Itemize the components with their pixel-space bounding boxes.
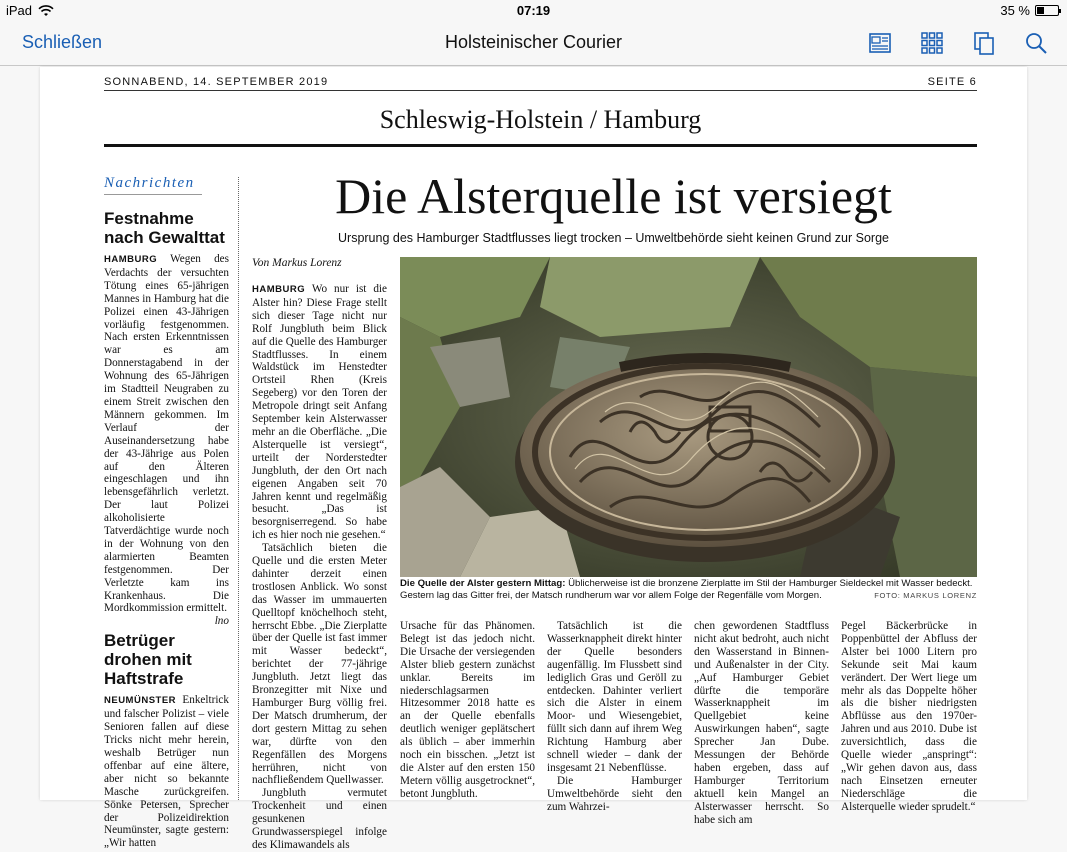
article-column-5 bbox=[841, 620, 977, 814]
issue-date: SONNABEND, 14. SEPTEMBER 2019 bbox=[104, 76, 329, 88]
news-body: Enkeltrick und falscher Polizist – viele Senioren fallen auf diese Tricks nicht mehr herein, weshalb Betrüger nun offenbar auf eine ältere, aber nicht so bekannte Masche zurückgreifen. Sönke Petersen, Sprecher der Polizeidirektion Neumünster, sagte gestern: „Wir hatten bbox=[104, 694, 229, 850]
article-photo bbox=[400, 257, 977, 577]
article-column-3 bbox=[547, 620, 682, 814]
page-number: SEITE 6 bbox=[927, 76, 977, 88]
alster-source-photo bbox=[400, 257, 977, 577]
grid-icon[interactable] bbox=[919, 30, 945, 56]
paragraph: Tatsächlich ist die Wasserknappheit direkt hinter der Quelle besonders augenfällig. Im Flussbett sind lediglich Gras und Geröll zu entdecken. Dahinter verliert sich die Alster in einem Moor- und Wiesengebiet, füllt sich dann auf ihrem Weg Richtung Hamburg aber schnell wieder – dank der insgesamt 21 Nebenflüsse. bbox=[547, 620, 682, 774]
paragraph: chen gewordenen Stadtfluss nicht akut bedroht, auch nicht den Wasserstand in Binnen- und Außenalster in der City. „Auf Hamburger Gebiet dürfte die temporäre Wasserknappheit im Quellgebiet keine Auswirkungen haben“, sagte Sprecher Jan Dube. Messungen der Behörde haben ergeben, dass auf Hamburger Territorium aktuell kein Mangel an Alsterwasser herrscht. So habe sich am bbox=[694, 620, 829, 826]
photo-credit: FOTO: MARKUS LORENZ bbox=[874, 591, 977, 600]
caption-lead: Die Quelle der Alster gestern Mittag: bbox=[400, 578, 566, 589]
status-bar bbox=[0, 0, 1067, 22]
column-divider bbox=[238, 177, 239, 800]
copy-icon[interactable] bbox=[971, 30, 997, 56]
article-column-1 bbox=[252, 283, 387, 852]
caption-text: Üblicherweise ist die bronzene Zierplatte im Stil der Hamburger Sieldeckel mit Wasser bedeckt. Gestern lag das Gitter frei, der Matsch rundherum war vor allem Folge der Regenfälle vom Morgen. bbox=[400, 578, 973, 601]
sidebar-heading: Nachrichten bbox=[104, 175, 202, 195]
section-title: Schleswig-Holstein / Hamburg bbox=[379, 105, 702, 134]
close-button[interactable]: Schließen bbox=[22, 32, 103, 52]
nav-title: Holsteinischer Courier bbox=[444, 32, 623, 52]
article-column-2 bbox=[400, 620, 535, 801]
battery-percent: 35 % bbox=[1000, 3, 1030, 18]
clock: 07:19 bbox=[516, 3, 551, 18]
news-headline[interactable]: Festnahme nach Gewalttat bbox=[104, 209, 225, 247]
battery-fill bbox=[1037, 7, 1044, 14]
article-headline: Die Alsterquelle ist versiegt bbox=[335, 168, 892, 224]
paragraph: Pegel Bäckerbrücke in Poppenbüttel der Abfluss der Alster bei 1000 Litern pro Sekunde seit Mai kaum verändert. Der Wert liege um mehr als das Doppelte höher als die bisher niedrigsten Abflüsse aus den 1970er-Jahren und aus 2010. Dube ist zuversichtlich, dass die Quelle wieder „anspringt“: „Wir gehen davon aus, dass nach Einsetzen erneuter Niederschläge die Alsterquelle wieder sprudelt.“ bbox=[841, 620, 977, 813]
section-rule bbox=[104, 144, 977, 147]
paragraph bbox=[252, 283, 387, 542]
page-header bbox=[104, 76, 977, 91]
news-headline[interactable]: Betrüger drohen mit Haftstrafe bbox=[104, 631, 192, 689]
paragraph: Die Hamburger Umweltbehörde sieht den zum Wahrzei- bbox=[547, 774, 682, 813]
news-text bbox=[104, 694, 229, 850]
page-layout-icon[interactable] bbox=[867, 30, 893, 56]
paragraph-text: Wo nur ist die Alster hin? Diese Frage stellt sich dieser Tage nicht nur Rolf Jungbluth beim Blick auf die Quelle des Hamburger Stadtflusses. In einem Waldstück im Henstedter Ortsteil Rhen (Kreis Segeberg) vor den Toren der Metropole dringt seit Anfang September kein Alsterwasser mehr an die Oberfläche. „Die Alsterquelle ist versiegt“, urteilt der Norderstedter Jungbluth, der den Ort nach eigenen Angaben seit 70 Jahren kennt und regelmäßig besucht. „Das ist besorgniserregend. So habe ich es hier noch nie gesehen.“ bbox=[252, 283, 387, 542]
battery-icon bbox=[1035, 5, 1059, 16]
nav-bar bbox=[0, 22, 1067, 66]
article-column-4 bbox=[694, 620, 829, 827]
paragraph: Ursache für das Phänomen. Belegt ist das jedoch nicht. Die Ursache der versiegenden Alster blieb gestern zunächst unklar. Bereits im niederschlagsarmen Hitzesommer 2018 hatte es an der Quelle ebenfalls deutlich weniger geplätschert als üblich – aber immerhin noch ein bisschen. „Jetzt ist die Alster auf den ersten 150 Metern völlig ausgetrocknet“, betont Jungbluth. bbox=[400, 620, 535, 800]
dateline: HAMBURG bbox=[252, 284, 306, 295]
paragraph: Tatsächlich bieten die Quelle und die ersten Meter dahinter derzeit einen trostlosen Anblick. Wo sonst das Wasser im ummauerten Quelltopf knöchelhoch steht, herrscht Ebbe. „Die Zierplatte über der Quelle ist fast immer mit Wasser bedeckt“, berichtet der 77-jährige Jungbluth. Jetzt liegt das Bronzegitter mit Nixe und Hamburger Burg völlig frei. Der Matsch drumherum, der dort gestern Mittag zu sehen war, dürfte von den Regenfällen des Morgens herrühren, nicht von nachfließendem Quellwasser. bbox=[252, 542, 387, 787]
byline: Von Markus Lorenz bbox=[252, 257, 342, 269]
nav-icons bbox=[867, 30, 1049, 56]
device-name: iPad bbox=[6, 3, 33, 18]
author-tag: lno bbox=[214, 615, 229, 628]
newspaper-page bbox=[40, 67, 1027, 851]
search-icon[interactable] bbox=[1023, 30, 1049, 56]
news-sidebar bbox=[104, 175, 229, 850]
dateline: NEUMÜNSTER bbox=[104, 695, 177, 707]
paragraph: Jungbluth vermutet Trockenheit und einen gesunkenen Grundwasserspiegel infolge des Klimawandels als bbox=[252, 787, 387, 851]
status-right bbox=[1000, 3, 1059, 18]
news-text bbox=[104, 253, 229, 628]
news-body: Wegen des Verdachts der versuchten Tötung eines 65-jährigen Mannes in Hamburg hat die Polizei einen 43-Jährigen vorläufig festgenommen. Nach ersten Erkenntnissen war es am Donnerstagabend in der Wohnung des 65-Jährigen im Stadtteil Neugraben zu einem Streit zwischen den Männern gekommen. Im Verlauf der Auseinandersetzung habe der 43-Jährige aus Polen auf den Älteren eingeschlagen und ihn lebensgefährlich verletzt. Der laut Polizei alkoholisierte Tatverdächtige wurde noch in der Wohnung von den alarmierten Beamten festgenommen. Der Verletzte kam ins Krankenhaus. Die Mordkommission ermittelt. bbox=[104, 253, 229, 615]
article-subhead: Ursprung des Hamburger Stadtflusses liegt trocken – Umweltbehörde sieht keinen Grund zur Sorge bbox=[338, 231, 889, 245]
dateline: HAMBURG bbox=[104, 254, 158, 265]
